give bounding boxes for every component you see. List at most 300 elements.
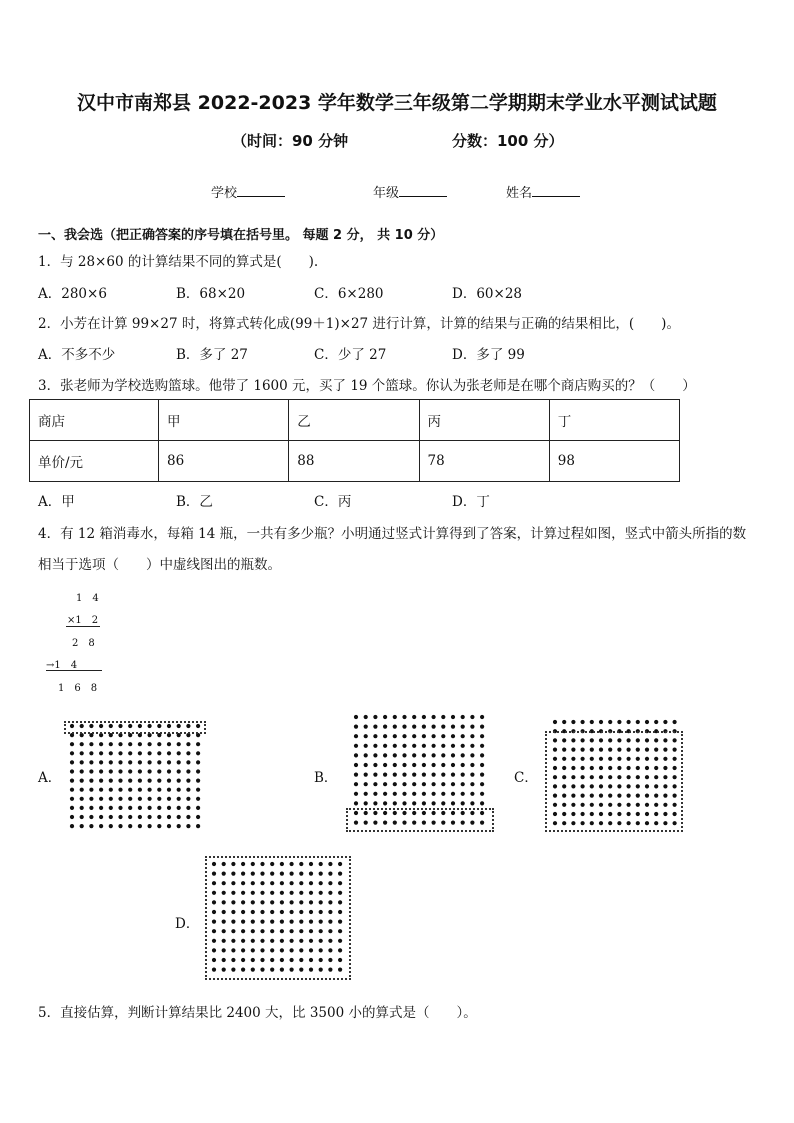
vertical-line-5: 1 6 8 xyxy=(58,683,98,694)
bottle-dot xyxy=(157,769,161,773)
bottle-dot xyxy=(118,806,122,810)
bottle-dot xyxy=(118,751,122,755)
school-label: 学校 xyxy=(211,186,238,201)
q2-option-c: C．少了 27 xyxy=(314,347,387,363)
bottle-dot xyxy=(451,734,455,738)
name-blank xyxy=(532,184,580,197)
bottle-dot xyxy=(470,773,474,777)
bottle-dot xyxy=(196,760,200,764)
bottle-dot xyxy=(393,715,397,719)
bottle-dot xyxy=(196,742,200,746)
bottle-dot xyxy=(186,751,190,755)
bottle-dot xyxy=(383,801,387,805)
bottle-dot xyxy=(167,779,171,783)
exam-time: （时间：90 分钟 xyxy=(232,132,349,150)
bottle-dot xyxy=(422,763,426,767)
bottle-dot xyxy=(148,751,152,755)
bottle-dot xyxy=(364,725,368,729)
bottle-dot xyxy=(70,815,74,819)
bottle-dot xyxy=(393,763,397,767)
bottle-dot xyxy=(167,769,171,773)
bottle-dot xyxy=(599,720,603,724)
bottle-dot xyxy=(80,769,84,773)
bottle-dot xyxy=(480,734,484,738)
bottle-dot xyxy=(157,742,161,746)
q4-option-d: D． xyxy=(175,916,200,932)
bottle-dot xyxy=(157,779,161,783)
bottle-dot xyxy=(383,715,387,719)
bottle-dot xyxy=(451,744,455,748)
bottle-dot xyxy=(373,753,377,757)
bottle-dot xyxy=(89,824,93,828)
bottle-dot xyxy=(196,788,200,792)
bottle-dot xyxy=(562,720,566,724)
bottle-dot xyxy=(422,773,426,777)
bottle-dot xyxy=(383,773,387,777)
bottle-dot xyxy=(432,753,436,757)
bottle-dot xyxy=(461,725,465,729)
bottle-dot xyxy=(645,720,649,724)
bottle-dot xyxy=(128,824,132,828)
bottle-dot xyxy=(393,792,397,796)
bottle-dot xyxy=(148,824,152,828)
bottle-dot xyxy=(89,751,93,755)
bottle-dot xyxy=(148,815,152,819)
bottle-dot xyxy=(138,751,142,755)
bottle-dot xyxy=(70,769,74,773)
bottle-dot xyxy=(80,824,84,828)
bottle-dot xyxy=(432,801,436,805)
bottle-dot xyxy=(109,779,113,783)
bottle-dot xyxy=(402,753,406,757)
bottle-dot xyxy=(148,742,152,746)
bottle-dot xyxy=(553,720,557,724)
bottle-dot xyxy=(128,797,132,801)
bottle-dot xyxy=(364,763,368,767)
bottle-dot xyxy=(109,824,113,828)
bottle-dot xyxy=(177,788,181,792)
bottle-dot xyxy=(148,769,152,773)
bottle-dot xyxy=(402,744,406,748)
bottle-dot xyxy=(109,788,113,792)
bottle-dot xyxy=(441,725,445,729)
bottle-dot xyxy=(80,751,84,755)
bottle-dot xyxy=(402,782,406,786)
table-cell: 乙 xyxy=(289,400,419,441)
bottle-dot xyxy=(461,734,465,738)
bottle-dot xyxy=(451,763,455,767)
bottle-dot xyxy=(177,742,181,746)
bottle-dot xyxy=(364,744,368,748)
bottle-dot xyxy=(402,715,406,719)
bottle-dot xyxy=(196,797,200,801)
dashed-outline-a xyxy=(64,721,206,734)
bottle-dot xyxy=(441,753,445,757)
bottle-dot xyxy=(177,751,181,755)
bottle-dot xyxy=(627,720,631,724)
bottle-dot xyxy=(480,763,484,767)
bottle-dot xyxy=(138,769,142,773)
bottle-dot xyxy=(138,779,142,783)
grade-label: 年级 xyxy=(373,186,400,201)
bottle-dot xyxy=(412,801,416,805)
bottle-dot xyxy=(354,715,358,719)
bottle-dot xyxy=(373,792,377,796)
bottle-dot xyxy=(364,801,368,805)
bottle-dot xyxy=(80,815,84,819)
bottle-dot xyxy=(590,720,594,724)
table-cell: 88 xyxy=(289,441,419,482)
bottle-dot xyxy=(148,806,152,810)
bottle-dot xyxy=(118,788,122,792)
bottle-dot xyxy=(432,734,436,738)
q2-option-a: A．不多不少 xyxy=(38,347,116,363)
bottle-dot xyxy=(412,734,416,738)
school-field xyxy=(211,182,285,201)
bottle-dot xyxy=(177,815,181,819)
bottle-dot xyxy=(89,769,93,773)
bottle-dot xyxy=(118,779,122,783)
page-title: 汉中市南郑县 2022-2023 学年数学三年级第二学期期末学业水平测试试题 xyxy=(77,92,717,114)
bottle-dot xyxy=(89,815,93,819)
bottle-dot xyxy=(196,751,200,755)
bottle-dot xyxy=(470,715,474,719)
grade-field xyxy=(373,182,447,201)
q1-option-a: A．280×6 xyxy=(38,286,107,302)
bottle-dot xyxy=(470,725,474,729)
question-1: 1．与 28×60 的计算结果不同的算式是( ). xyxy=(38,254,319,270)
bottle-dot xyxy=(354,763,358,767)
bottle-dot xyxy=(167,824,171,828)
q4-option-a: A． xyxy=(38,770,62,786)
bottle-dot xyxy=(177,806,181,810)
bottle-dot xyxy=(128,779,132,783)
bottle-dot xyxy=(422,753,426,757)
bottle-dot xyxy=(451,715,455,719)
table-cell: 商店 xyxy=(30,400,159,441)
bottle-dot xyxy=(186,779,190,783)
bottle-dot xyxy=(581,720,585,724)
bottle-dot xyxy=(118,797,122,801)
bottle-dot xyxy=(70,806,74,810)
vertical-rule-2 xyxy=(46,670,102,671)
bottle-dot xyxy=(167,751,171,755)
bottle-dot xyxy=(422,744,426,748)
bottle-dot xyxy=(109,742,113,746)
bottle-dot xyxy=(89,760,93,764)
bottle-dot xyxy=(393,725,397,729)
bottle-dot xyxy=(364,782,368,786)
bottle-dot xyxy=(470,763,474,767)
bottle-dot xyxy=(461,753,465,757)
bottle-dot xyxy=(99,779,103,783)
bottle-dot xyxy=(432,773,436,777)
bottle-dot xyxy=(109,760,113,764)
bottle-dot xyxy=(373,744,377,748)
bottle-dot xyxy=(412,763,416,767)
bottle-dot xyxy=(157,751,161,755)
bottle-dot xyxy=(157,806,161,810)
bottle-dot xyxy=(412,744,416,748)
bottle-dot xyxy=(80,806,84,810)
table-cell: 78 xyxy=(419,441,549,482)
bottle-dot xyxy=(109,815,113,819)
bottle-dot xyxy=(196,824,200,828)
bottle-dot xyxy=(196,769,200,773)
bottle-dot xyxy=(673,720,677,724)
bottle-dot xyxy=(422,782,426,786)
bottle-dot xyxy=(364,753,368,757)
bottle-dot xyxy=(186,788,190,792)
bottle-dot xyxy=(383,763,387,767)
bottle-dot xyxy=(451,773,455,777)
bottle-dot xyxy=(451,753,455,757)
q3-option-d: D．丁 xyxy=(452,494,490,510)
bottle-dot xyxy=(80,742,84,746)
bottle-dot xyxy=(167,815,171,819)
bottle-dot xyxy=(422,734,426,738)
bottle-dot xyxy=(461,773,465,777)
bottle-dot xyxy=(432,792,436,796)
bottle-dot xyxy=(128,788,132,792)
bottle-dot xyxy=(412,753,416,757)
question-4-line-1: 4．有 12 箱消毒水，每箱 14 瓶，一共有多少瓶？小明通过竖式计算得到了答案，计算过程如图，竖式中箭头所指的数 xyxy=(38,526,747,542)
bottle-dot xyxy=(186,760,190,764)
bottle-dot xyxy=(148,797,152,801)
bottle-dot xyxy=(451,725,455,729)
bottle-dot xyxy=(118,742,122,746)
bottle-dot xyxy=(186,769,190,773)
bottle-dot xyxy=(138,788,142,792)
name-label: 姓名 xyxy=(506,186,533,201)
q1-option-c: C．6×280 xyxy=(314,286,384,302)
bottle-dot xyxy=(480,725,484,729)
table-row xyxy=(30,400,680,441)
bottle-dot xyxy=(402,725,406,729)
bottle-dot xyxy=(393,753,397,757)
bottle-dot xyxy=(393,782,397,786)
bottle-dot xyxy=(402,763,406,767)
bottle-dot xyxy=(373,773,377,777)
table-cell: 丙 xyxy=(419,400,549,441)
bottle-dot xyxy=(167,797,171,801)
bottle-dot xyxy=(383,744,387,748)
bottle-dot xyxy=(470,792,474,796)
bottle-dot xyxy=(89,797,93,801)
bottle-dot xyxy=(480,715,484,719)
bottle-dot xyxy=(128,760,132,764)
bottle-dot xyxy=(138,824,142,828)
bottle-dot xyxy=(148,779,152,783)
bottle-dot xyxy=(157,788,161,792)
bottle-dot xyxy=(70,788,74,792)
bottle-dot xyxy=(70,797,74,801)
bottle-dot xyxy=(402,773,406,777)
bottle-dot xyxy=(354,773,358,777)
q1-option-b: B．68×20 xyxy=(176,286,246,302)
bottle-dot xyxy=(177,769,181,773)
bottle-dot xyxy=(354,801,358,805)
bottle-dot xyxy=(128,815,132,819)
dot-grid-a xyxy=(66,718,208,834)
bottle-dot xyxy=(89,788,93,792)
price-table xyxy=(29,399,680,482)
bottle-dot xyxy=(167,806,171,810)
bottle-dot xyxy=(461,782,465,786)
bottle-dot xyxy=(480,801,484,805)
question-5: 5．直接估算，判断计算结果比 2400 大，比 3500 小的算式是（ ）。 xyxy=(38,1005,477,1021)
table-cell: 单价/元 xyxy=(30,441,159,482)
table-cell: 86 xyxy=(159,441,289,482)
bottle-dot xyxy=(196,806,200,810)
bottle-dot xyxy=(99,797,103,801)
q3-option-a: A．甲 xyxy=(38,494,75,510)
bottle-dot xyxy=(373,763,377,767)
bottle-dot xyxy=(441,744,445,748)
bottle-dot xyxy=(432,715,436,719)
bottle-dot xyxy=(441,734,445,738)
bottle-dot xyxy=(432,725,436,729)
bottle-dot xyxy=(480,744,484,748)
bottle-dot xyxy=(364,792,368,796)
bottle-dot xyxy=(480,773,484,777)
bottle-dot xyxy=(186,815,190,819)
bottle-dot xyxy=(470,753,474,757)
question-2: 2．小芳在计算 99×27 时，将算式转化成(99＋1)×27 进行计算，计算的结果与正确的结果相比，( )。 xyxy=(38,316,680,332)
bottle-dot xyxy=(177,779,181,783)
bottle-dot xyxy=(354,725,358,729)
question-3: 3．张老师为学校选购篮球。他带了 1600 元，买了 19 个篮球。你认为张老师是在哪个商店购买的？（ ） xyxy=(38,378,696,394)
table-cell: 丁 xyxy=(549,400,679,441)
bottle-dot xyxy=(571,720,575,724)
bottle-dot xyxy=(373,801,377,805)
bottle-dot xyxy=(412,773,416,777)
bottle-dot xyxy=(402,734,406,738)
bottle-dot xyxy=(364,773,368,777)
section-heading: 一、我会选（把正确答案的序号填在括号里。 每题 2 分， 共 10 分） xyxy=(38,228,444,243)
bottle-dot xyxy=(393,744,397,748)
bottle-dot xyxy=(432,744,436,748)
bottle-dot xyxy=(432,763,436,767)
bottle-dot xyxy=(186,824,190,828)
bottle-dot xyxy=(128,751,132,755)
bottle-dot xyxy=(354,792,358,796)
bottle-dot xyxy=(663,720,667,724)
bottle-dot xyxy=(402,801,406,805)
bottle-dot xyxy=(451,782,455,786)
bottle-dot xyxy=(470,734,474,738)
table-row xyxy=(30,441,680,482)
bottle-dot xyxy=(157,815,161,819)
bottle-dot xyxy=(422,725,426,729)
bottle-dot xyxy=(461,715,465,719)
school-blank xyxy=(237,184,285,197)
dashed-outline-d xyxy=(205,856,351,980)
q2-option-b: B．多了 27 xyxy=(176,347,248,363)
bottle-dot xyxy=(167,742,171,746)
bottle-dot xyxy=(461,763,465,767)
bottle-dot xyxy=(441,801,445,805)
bottle-dot xyxy=(167,760,171,764)
bottle-dot xyxy=(109,769,113,773)
bottle-dot xyxy=(461,744,465,748)
vertical-line-4: →1 4 xyxy=(46,660,78,671)
vertical-line-1: 1 4 xyxy=(76,593,99,604)
bottle-dot xyxy=(89,779,93,783)
bottle-dot xyxy=(70,760,74,764)
bottle-dot xyxy=(383,782,387,786)
bottle-dot xyxy=(99,806,103,810)
q2-option-d: D．多了 99 xyxy=(452,347,525,363)
q1-option-d: D．60×28 xyxy=(452,286,522,302)
bottle-dot xyxy=(373,734,377,738)
bottle-dot xyxy=(177,760,181,764)
bottle-dot xyxy=(167,788,171,792)
bottle-dot xyxy=(99,788,103,792)
bottle-dot xyxy=(608,720,612,724)
q3-option-c: C．丙 xyxy=(314,494,352,510)
bottle-dot xyxy=(422,715,426,719)
bottle-dot xyxy=(157,760,161,764)
q4-option-c: C． xyxy=(514,770,538,786)
bottle-dot xyxy=(461,792,465,796)
q4-option-b: B． xyxy=(314,770,338,786)
bottle-dot xyxy=(89,806,93,810)
bottle-dot xyxy=(422,801,426,805)
bottle-dot xyxy=(383,753,387,757)
bottle-dot xyxy=(393,734,397,738)
bottle-dot xyxy=(383,792,387,796)
bottle-dot xyxy=(128,806,132,810)
exam-score: 分数：100 分） xyxy=(452,132,564,150)
bottle-dot xyxy=(654,720,658,724)
dashed-outline-b xyxy=(346,808,494,832)
vertical-line-3: 2 8 xyxy=(72,638,95,649)
bottle-dot xyxy=(480,792,484,796)
bottle-dot xyxy=(177,797,181,801)
bottle-dot xyxy=(99,769,103,773)
grade-blank xyxy=(399,184,447,197)
bottle-dot xyxy=(138,815,142,819)
bottle-dot xyxy=(196,779,200,783)
bottle-dot xyxy=(138,806,142,810)
bottle-dot xyxy=(80,797,84,801)
bottle-dot xyxy=(412,715,416,719)
bottle-dot xyxy=(89,742,93,746)
bottle-dot xyxy=(99,751,103,755)
bottle-dot xyxy=(451,801,455,805)
bottle-dot xyxy=(148,788,152,792)
bottle-dot xyxy=(383,725,387,729)
bottle-dot xyxy=(80,760,84,764)
table-cell: 98 xyxy=(549,441,679,482)
bottle-dot xyxy=(80,779,84,783)
bottle-dot xyxy=(441,763,445,767)
bottle-dot xyxy=(461,801,465,805)
bottle-dot xyxy=(636,720,640,724)
bottle-dot xyxy=(177,824,181,828)
bottle-dot xyxy=(393,801,397,805)
bottle-dot xyxy=(118,824,122,828)
bottle-dot xyxy=(441,782,445,786)
bottle-dot xyxy=(354,734,358,738)
bottle-dot xyxy=(118,769,122,773)
bottle-dot xyxy=(383,734,387,738)
vertical-line-2: ×1 2 xyxy=(67,615,99,626)
bottle-dot xyxy=(373,725,377,729)
bottle-dot xyxy=(480,782,484,786)
bottle-dot xyxy=(364,734,368,738)
